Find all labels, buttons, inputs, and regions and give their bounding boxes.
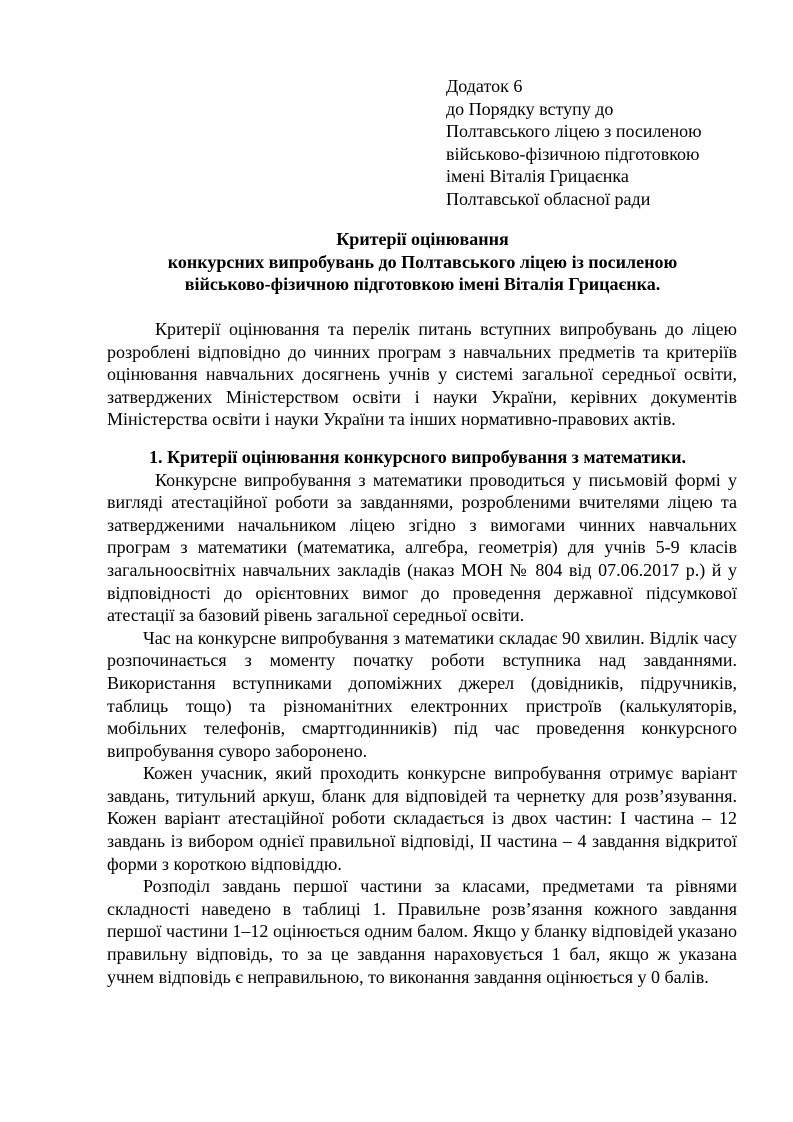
- title-line: військово-фізичною підготовкою імені Віталія Грицаєнка.: [184, 274, 661, 295]
- section-heading: 1. Критерії оцінювання конкурсного випробування з математики.: [149, 446, 687, 467]
- document-title: [105, 228, 740, 296]
- addendum-line: Полтавського ліцею з посиленою: [446, 121, 702, 142]
- intro-paragraph: Критерії оцінювання та перелік питань вступних випробувань до ліцею розроблені відповідно до чинних програм з навчальних предметів та критеріїв оцінювання навчальних досягнень учнів у системі загальної середньої освіти, затверджених Міністерством освіти і науки України, керівних документів Міністерства освіти і науки України та інших нормативно-правових актів.: [107, 319, 737, 430]
- addendum-line: до Порядку вступу до: [446, 98, 614, 119]
- addendum-line: Полтавської обласної ради: [446, 188, 651, 209]
- document-body: [107, 318, 737, 988]
- body-paragraph: Кожен учасник, який проходить конкурсне випробування отримує варіант завдань, титульний аркуш, бланк для відповідей та чернетку для розв’язування. Кожен варіант атестаційної роботи складається із двох частин: І частина – 12 завдань із вибором однієї правильної відповіді, ІІ частина – 4 завдання відкритої форми з короткою відповіддю.: [107, 763, 737, 874]
- addendum-line: імені Віталія Грицаєнка: [446, 166, 629, 187]
- addendum-line: Додаток 6: [446, 76, 523, 96]
- addendum-block: [446, 75, 766, 211]
- addendum-line: військово-фізичною підготовкою: [446, 143, 700, 164]
- body-paragraph: Час на конкурсне випробування з математики складає 90 хвилин. Відлік часу розпочинається з моменту початку роботи вступника над завданнями. Використання вступниками допоміжних джерел (довідників, підручників, таблиць тощо) та різноманітних електронних пристроїв (калькуляторів, мобільних телефонів, смартгодинників) під час проведення конкурсного випробування суворо заборонено.: [107, 627, 737, 761]
- title-line: Критерії оцінювання: [336, 229, 509, 249]
- body-paragraph: Розподіл завдань першої частини за класами, предметами та рівнями складності наведено в таблиці 1. Правильне розв’язання кожного завдання першої частини 1–12 оцінюється одним балом. Якщо у бланку відповідей указано правильну відповідь, то за це завдання нараховується 1 бал, якщо ж указана учнем відповідь є неправильною, то виконання завдання оцінюється у 0 балів.: [107, 876, 737, 987]
- title-line: конкурсних випробувань до Полтавського ліцею із посиленою: [167, 251, 678, 272]
- body-paragraph: Конкурсне випробування з математики проводиться у письмовій формі у вигляді атестаційної роботи за завданнями, розробленими вчителями ліцею та затвердженими начальником ліцею згідно з вимогами чинних навчальних програм з математики (математика, алгебра, геометрія) для учнів 5-9 класів загальноосвітніх навчальних закладів (наказ МОН № 804 від 07.06.2017 р.) й у відповідності до орієнтовних вимог до проведення державної підсумкової атестації за базовий рівень загальної середньої освіти.: [107, 469, 737, 626]
